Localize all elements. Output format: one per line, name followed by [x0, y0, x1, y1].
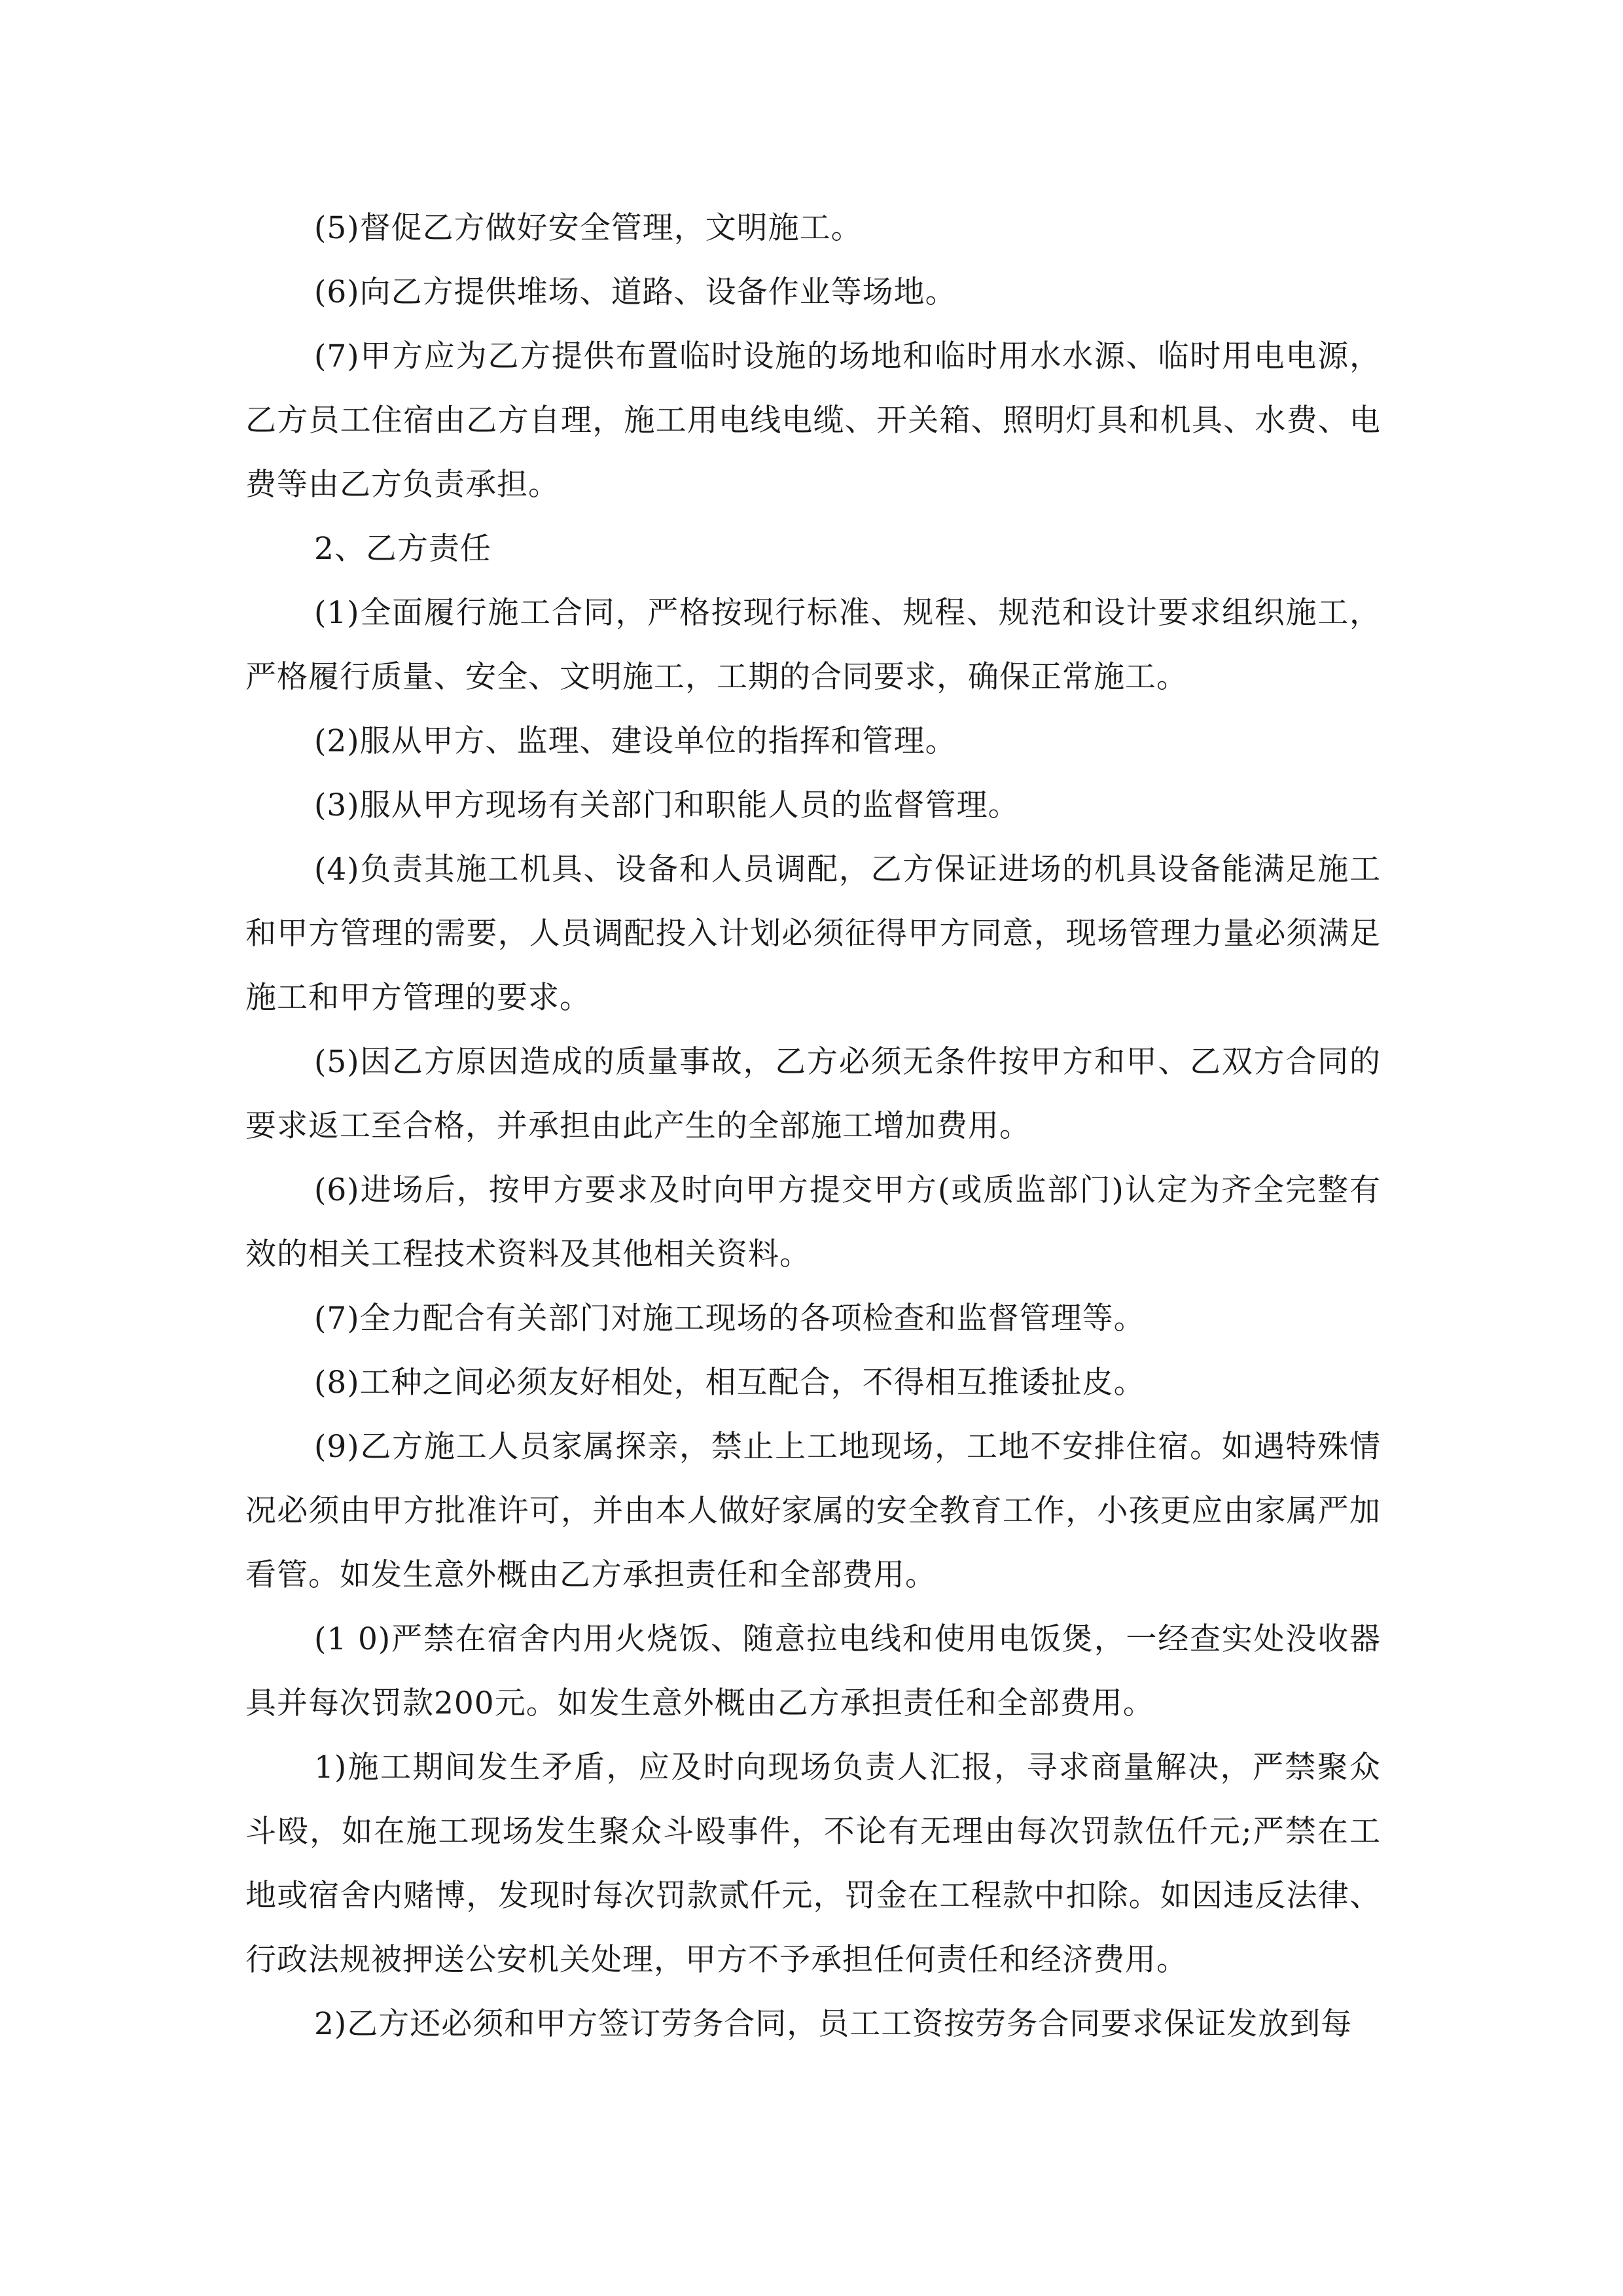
paragraph-item-6-technical-documents: (6)进场后，按甲方要求及时向甲方提交甲方(或质监部门)认定为齐全完整有效的相关工程技术资料及其他相关资料。 [245, 1172, 1381, 1272]
section-heading-party-b-responsibility: 2、乙方责任 [314, 531, 491, 567]
paragraph-item-3-obey-supervision: (3)服从甲方现场有关部门和职能人员的监督管理。 [314, 787, 1020, 823]
paragraph-item-6-provide-site: (6)向乙方提供堆场、道路、设备作业等场地。 [314, 274, 957, 310]
paragraph-item-2-obey-direction: (2)服从甲方、监理、建设单位的指挥和管理。 [314, 723, 957, 759]
paragraph-item-5-supervise-safety: (5)督促乙方做好安全管理，文明施工。 [314, 210, 863, 246]
paragraph-item-4-equipment-personnel: (4)负责其施工机具、设备和人员调配，乙方保证进场的机具设备能满足施工和甲方管理的需要，人员调配投入计划必须征得甲方同意，现场管理力量必须满足施工和甲方管理的要求。 [245, 852, 1381, 1016]
paragraph-item-9-family-visits: (9)乙方施工人员家属探亲，禁止上工地现场，工地不安排住宿。如遇特殊情况必须由甲方批准许可，并由本人做好家属的安全教育工作，小孩更应由家属严加看管。如发生意外概由乙方承担责任和全部费用。 [245, 1429, 1381, 1593]
paragraph-item-8-cooperation: (8)工种之间必须友好相处，相互配合，不得相互推诿扯皮。 [314, 1365, 1145, 1401]
document-body [245, 196, 1381, 2056]
paragraph-item-1-fulfill-contract: (1)全面履行施工合同，严格按现行标准、规程、规范和设计要求组织施工，严格履行质量、安全、文明施工，工期的合同要求，确保正常施工。 [245, 595, 1381, 695]
paragraph-subitem-2-labor-contract: 2)乙方还必须和甲方签订劳务合同，员工工资按劳务合同要求保证发放到每 [314, 2006, 1353, 2042]
paragraph-subitem-1-disputes: 1)施工期间发生矛盾，应及时向现场负责人汇报，寻求商量解决，严禁聚众斗殴，如在施工现场发生聚众斗殴事件，不论有无理由每次罚款伍仟元;严禁在工地或宿舍内赌博，发现时每次罚款贰仟元，罚金在工程款中扣除。如因违反法律、行政法规被押送公安机关处理，甲方不予承担任何责任和经济费用。 [245, 1749, 1381, 1978]
paragraph-item-10-dormitory-cooking: (1 0)严禁在宿舍内用火烧饭、随意拉电线和使用电饭煲，一经查实处没收器具并每次罚款200元。如发生意外概由乙方承担责任和全部费用。 [245, 1621, 1381, 1721]
paragraph-item-7-cooperate-inspection: (7)全力配合有关部门对施工现场的各项检查和监督管理等。 [314, 1300, 1145, 1336]
paragraph-item-5-quality-accident: (5)因乙方原因造成的质量事故，乙方必须无条件按甲方和甲、乙双方合同的要求返工至合格，并承担由此产生的全部施工增加费用。 [245, 1044, 1381, 1144]
paragraph-item-7-temporary-facilities: (7)甲方应为乙方提供布置临时设施的场地和临时用水水源、临时用电电源，乙方员工住宿由乙方自理，施工用电线电缆、开关箱、照明灯具和机具、水费、电费等由乙方负责承担。 [245, 338, 1381, 503]
